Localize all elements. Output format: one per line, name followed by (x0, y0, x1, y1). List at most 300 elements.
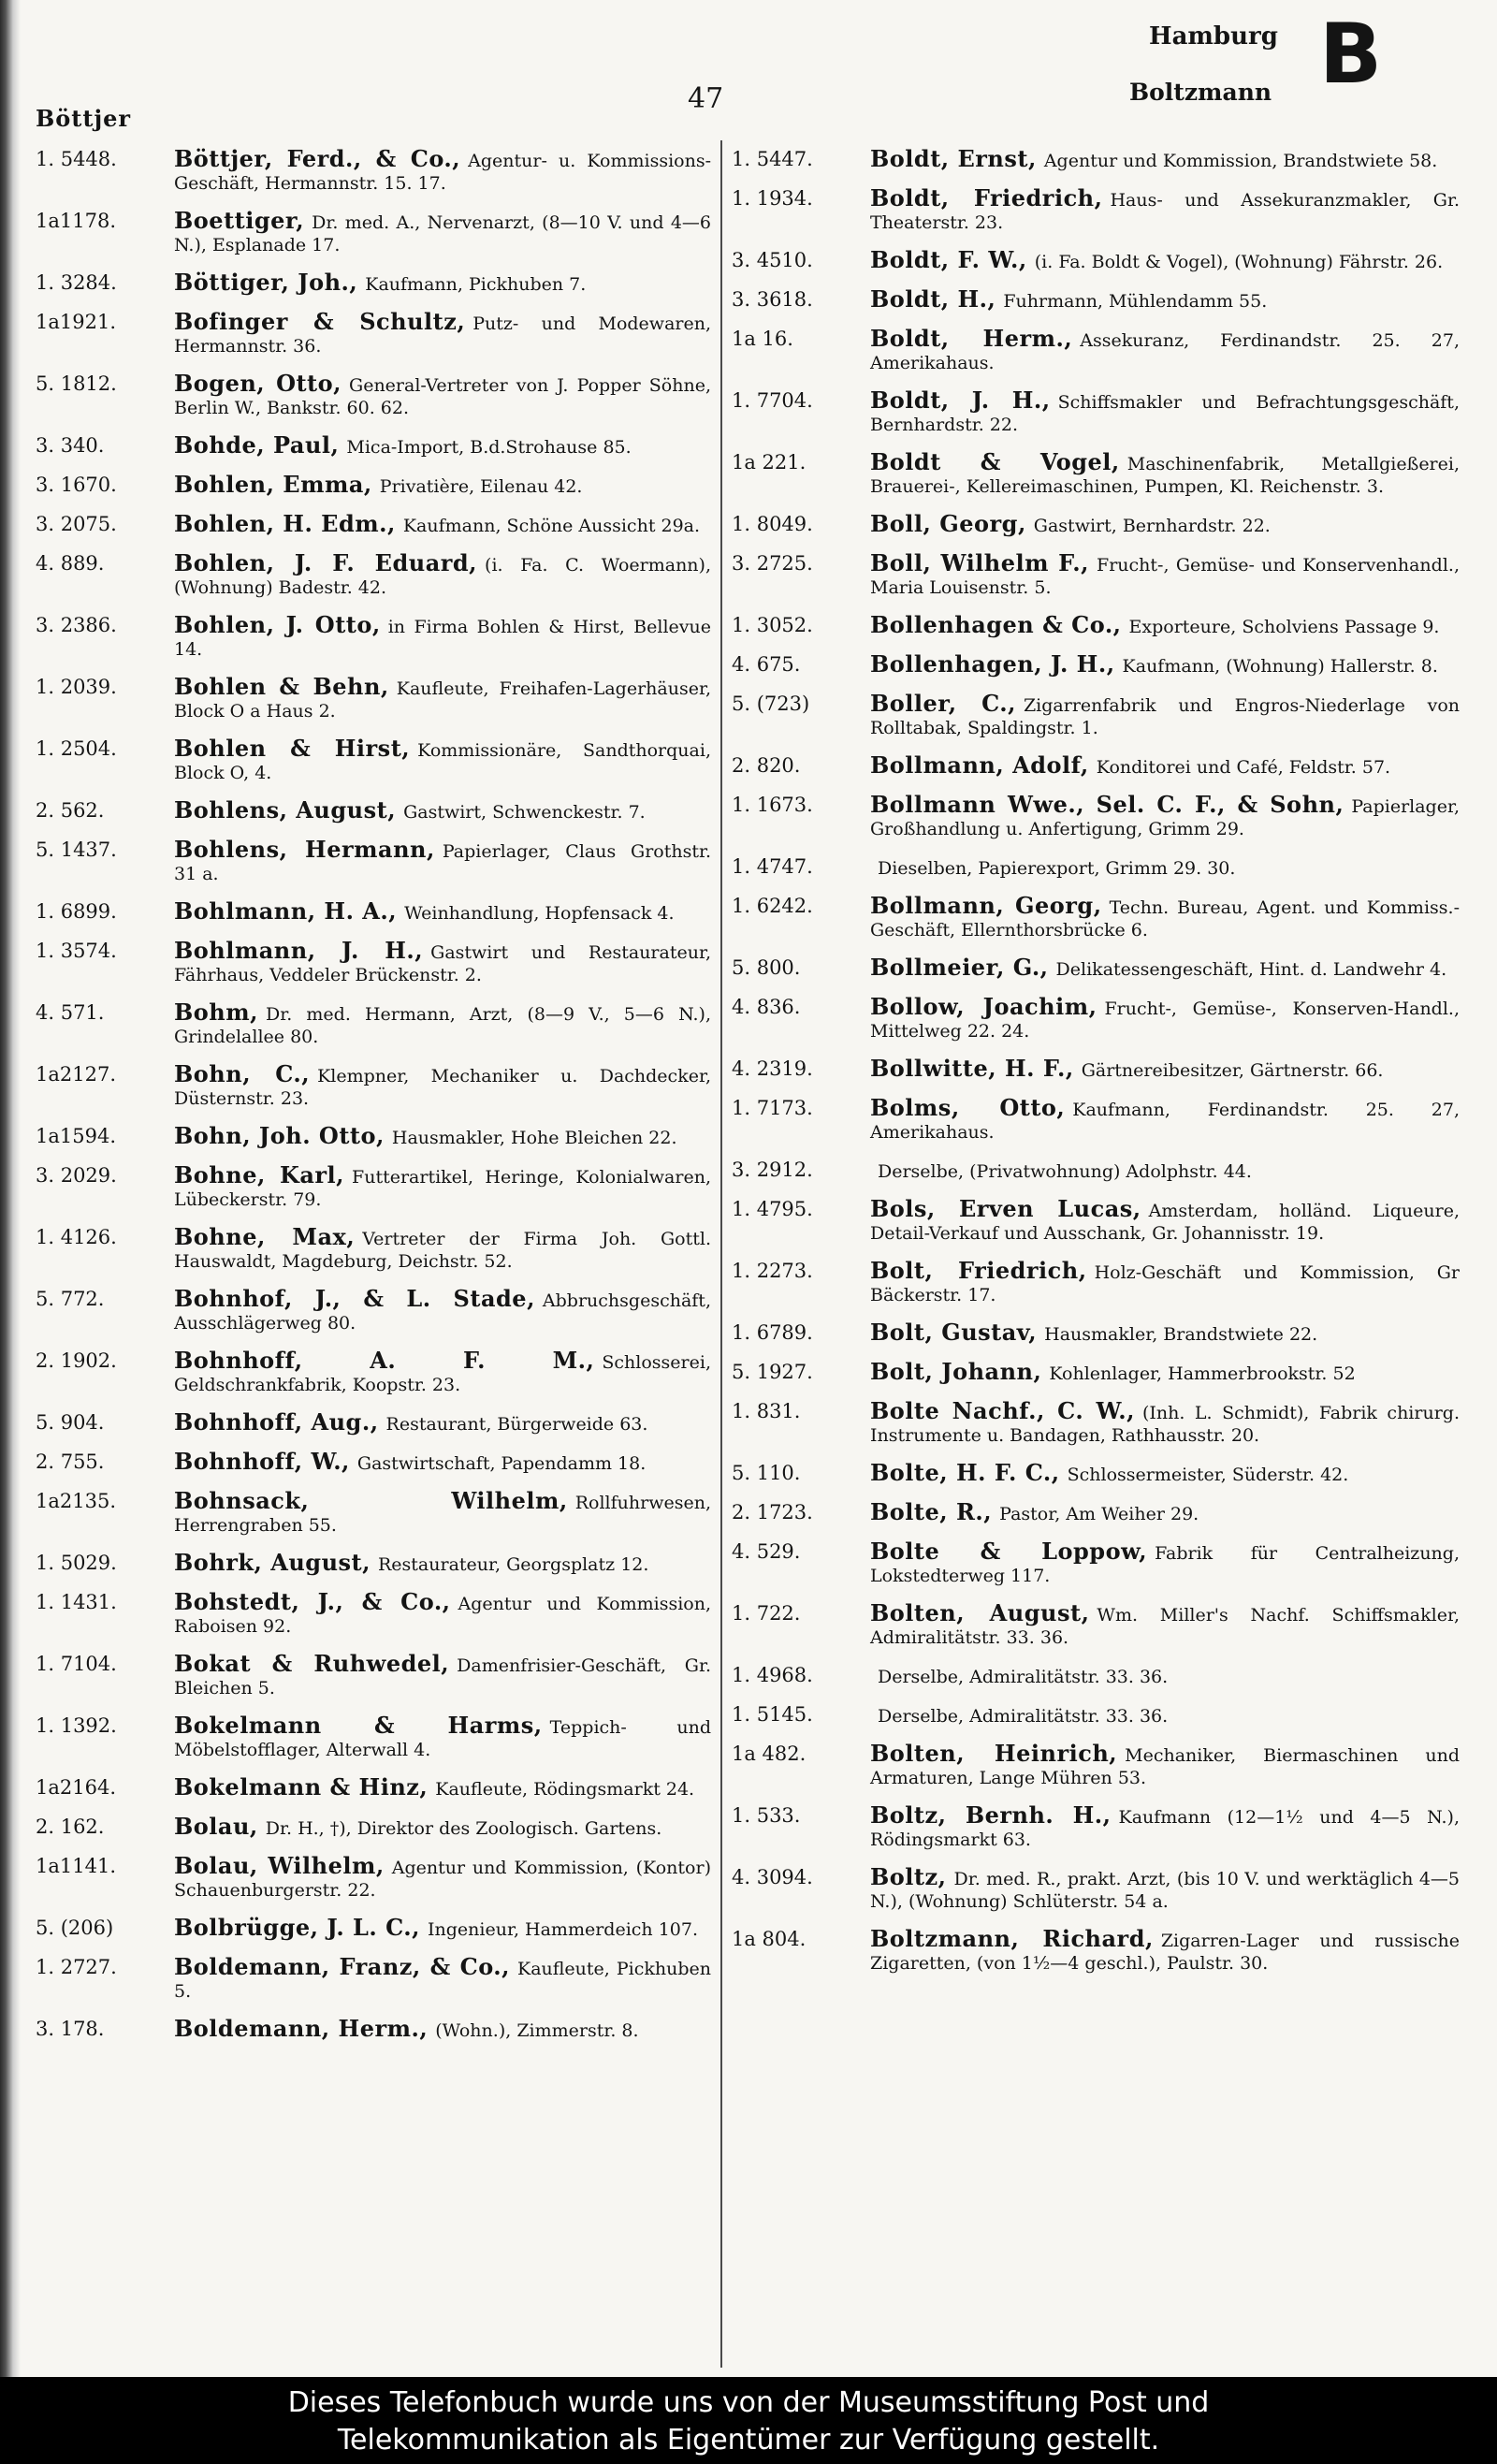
phone-number: 1. 4126. (36, 1226, 117, 1248)
subscriber-name: Bolte, R., (870, 1498, 993, 1525)
directory-entry (732, 448, 1460, 498)
subscriber-details: (i. Fa. C. Woermann), (Wohnung) Badestr. 42. (174, 555, 711, 598)
subscriber-name: Bohnhof, J., & L. Stade, (174, 1285, 535, 1312)
subscriber-details: Agentur- u. Kommissions-Geschäft, Hermannstr. 15. 17. (174, 151, 711, 194)
phone-number: 1a 482. (732, 1742, 807, 1765)
entry-text (870, 690, 1461, 739)
directory-entry (36, 1549, 711, 1576)
entry-text (870, 993, 1460, 1042)
phone-number: 1. 4747. (732, 855, 813, 878)
phone-number: 1a 16. (732, 328, 793, 350)
entry-text (174, 1487, 711, 1537)
entry-text (870, 892, 1460, 941)
phone-number: 1. 7104. (36, 1653, 117, 1675)
directory-entry (36, 611, 711, 661)
subscriber-details: Papierlager, Claus Grothstr. 31 a. (174, 841, 712, 884)
subscriber-name: Bohnsack, Wilhelm, (174, 1487, 568, 1514)
directory-entry (36, 1060, 711, 1110)
entry-text (870, 1742, 1460, 1789)
directory-entry (732, 690, 1461, 739)
directory-entry (732, 1540, 1460, 1587)
subscriber-details: General-Vertreter von J. Popper Söhne, Berlin W., Bankstr. 60. 62. (174, 375, 711, 418)
directory-entry (732, 246, 1460, 273)
phone-number: 1a1178. (36, 210, 116, 232)
entry-text (174, 1815, 711, 1840)
phone-number: 1. 2727. (36, 1956, 117, 1978)
section-letter: B (1319, 6, 1383, 102)
subscriber-details: Putz- und Modewaren, Hermannstr. 36. (174, 313, 711, 357)
subscriber-name: Boll, Wilhelm F., (870, 549, 1090, 576)
phone-number: 5. 1437. (36, 838, 117, 861)
phone-number: 1a2164. (36, 1776, 116, 1799)
subscriber-name: Bolt, Johann, (870, 1358, 1042, 1385)
subscriber-name: Bolten, August, (870, 1599, 1090, 1626)
entry-text (174, 1223, 711, 1273)
right-column (732, 145, 1461, 1990)
entry-text (174, 673, 711, 722)
directory-entry (732, 1459, 1460, 1486)
phone-number: 1. 7173. (732, 1097, 813, 1119)
directory-entry (732, 892, 1460, 941)
subscriber-details: Kommissionäre, Sandthorquai, Block O, 4. (174, 740, 711, 783)
subscriber-name: Boldemann, Herm., (174, 2015, 429, 2042)
subscriber-details: Privatière, Eilenau 42. (379, 476, 583, 497)
subscriber-details: Hausmakler, Brandstwiete 22. (1044, 1324, 1318, 1345)
directory-entry (36, 1953, 711, 2003)
subscriber-details: Restaurateur, Georgsplatz 12. (377, 1554, 649, 1575)
subscriber-name: Bohnhoff, W., (174, 1448, 350, 1475)
directory-entry (36, 1588, 711, 1638)
subscriber-details: Hausmakler, Hohe Bleichen 22. (391, 1128, 677, 1148)
directory-entry (732, 1703, 1460, 1728)
subscriber-name: Bokat & Ruhwedel, (174, 1650, 450, 1677)
subscriber-details: Kaufleute, Freihafen-Lagerhäuser, Block O a Haus 2. (174, 678, 711, 722)
phone-number: 1. 8049. (732, 513, 813, 535)
directory-entry (36, 1122, 711, 1149)
directory-entry (36, 510, 711, 537)
entry-text (174, 737, 711, 784)
entry-text (870, 1498, 1460, 1525)
subscriber-name: Bolau, Wilhelm, (174, 1852, 385, 1879)
subscriber-details: Abbruchsgeschäft, Ausschlägerweg 80. (174, 1290, 711, 1334)
subscriber-name: Bohne, Karl, (174, 1161, 345, 1188)
phone-number: 3. 2029. (36, 1164, 117, 1187)
subscriber-details: Frucht-, Gemüse- und Konservenhandl., Maria Louisenstr. 5. (870, 555, 1460, 598)
subscriber-name: Bollmann, Adolf, (870, 751, 1089, 779)
entry-text (174, 431, 711, 459)
subscriber-details: Derselbe, (Privatwohnung) Adolphstr. 44. (878, 1161, 1252, 1182)
subscriber-details: Mechaniker, Biermaschinen und Armaturen, Lange Mühren 53. (870, 1745, 1460, 1788)
phone-number: 5. (206) (36, 1917, 114, 1939)
phone-number: 5. 1812. (36, 372, 117, 395)
subscriber-name: Bollenhagen, J. H., (870, 650, 1115, 678)
entry-text (174, 1852, 711, 1902)
directory-entry (36, 1714, 711, 1761)
phone-number: 1a 804. (732, 1928, 807, 1950)
left-column (36, 145, 712, 2057)
subscriber-name: Bohlen & Hirst, (174, 735, 411, 762)
subscriber-details: Restaurant, Bürgerweide 63. (385, 1414, 648, 1435)
directory-entry (36, 838, 711, 885)
phone-number: 1. 2504. (36, 737, 117, 760)
subscriber-details: (Wohn.), Zimmerstr. 8. (435, 2020, 639, 2041)
subscriber-details: Damenfrisier-Geschäft, Gr. Bleichen 5. (174, 1655, 711, 1699)
subscriber-details: Derselbe, Admiralitätstr. 33. 36. (878, 1706, 1169, 1727)
entry-text (174, 1448, 711, 1475)
entry-text (174, 372, 711, 419)
subscriber-name: Bohnhoff, Aug., (174, 1408, 379, 1436)
subscriber-details: Derselbe, Admiralitätstr. 33. 36. (878, 1667, 1169, 1687)
entry-text (174, 145, 711, 195)
subscriber-name: Böttjer, Ferd., & Co., (174, 145, 461, 172)
entry-text (870, 448, 1460, 498)
subscriber-name: Bohrk, August, (174, 1549, 371, 1576)
subscriber-name: Bohne, Max, (174, 1223, 356, 1250)
subscriber-details: Kaufleute, Pickhuben 5. (174, 1959, 711, 2002)
subscriber-details: (Inh. L. Schmidt), Fabrik chirurg. Instrumente u. Bandagen, Rathhausstr. 20. (870, 1403, 1460, 1446)
entry-text (870, 1540, 1460, 1587)
directory-entry (732, 751, 1460, 779)
phone-number: 4. 2319. (732, 1057, 813, 1080)
entry-text (174, 1714, 711, 1761)
subscriber-details: Ingenieur, Hammerdeich 107. (428, 1919, 698, 1940)
directory-entry (36, 145, 711, 195)
subscriber-details: Gärtnereibesitzer, Gärtnerstr. 66. (1081, 1060, 1384, 1081)
phone-number: 1. 5145. (732, 1703, 813, 1726)
phone-number: 2. 162. (36, 1815, 105, 1838)
subscriber-name: Bokelmann & Harms, (174, 1712, 543, 1739)
subscriber-name: Bogen, Otto, (174, 370, 342, 397)
subscriber-details: Amsterdam, holländ. Liqueure, Detail-Verkauf und Ausschank, Gr. Johannisstr. 19. (870, 1201, 1460, 1244)
subscriber-details: Dieselben, Papierexport, Grimm 29. 30. (878, 858, 1236, 879)
phone-number: 5. 1927. (732, 1361, 813, 1383)
subscriber-name: Bolt, Friedrich, (870, 1257, 1087, 1284)
directory-entry (36, 1815, 711, 1840)
phone-number: 1. 3052. (732, 614, 813, 636)
directory-entry (732, 1801, 1461, 1851)
subscriber-name: Bollmann, Georg, (870, 892, 1102, 919)
entry-text (870, 1397, 1460, 1447)
directory-entry (36, 737, 711, 784)
entry-text (870, 1195, 1460, 1245)
entry-text (870, 650, 1460, 678)
phone-number: 3. 2912. (732, 1159, 813, 1181)
subscriber-name: Boldt, H., (870, 285, 996, 313)
phone-number: 3. 3618. (732, 288, 813, 311)
entry-text (870, 549, 1460, 599)
phone-number: 4. 3094. (732, 1866, 813, 1888)
subscriber-details: Rollfuhrwesen, Herrengraben 55. (174, 1493, 711, 1536)
entry-text (174, 549, 711, 599)
entry-text (870, 184, 1460, 234)
subscriber-details: Wm. Miller's Nachf. Schiffsmakler, Admiralitätstr. 33. 36. (870, 1605, 1460, 1648)
entry-text (870, 791, 1460, 840)
directory-entry (36, 271, 711, 296)
subscriber-details: Pastor, Am Weiher 29. (999, 1504, 1199, 1524)
subscriber-name: Bolms, Otto, (870, 1094, 1066, 1121)
subscriber-name: Bohlen, J. F. Eduard, (174, 549, 478, 576)
directory-entry (36, 1773, 711, 1801)
directory-entry (732, 1599, 1460, 1649)
directory-entry (36, 1487, 711, 1537)
entry-text (174, 1001, 711, 1048)
subscriber-details: Agentur und Kommission, Brandstwiete 58. (1043, 151, 1438, 171)
phone-number: 1. 831. (732, 1400, 801, 1422)
directory-entry (36, 549, 711, 599)
header-left-keyword: Böttjer (36, 105, 132, 132)
directory-entry (36, 207, 711, 256)
subscriber-details: Zigarren-Lager und russische Zigaretten, (von 1½—4 geschl.), Paulstr. 30. (870, 1931, 1460, 1974)
directory-entry (732, 145, 1460, 172)
directory-entry (36, 1161, 711, 1211)
subscriber-name: Boltzmann, Richard, (870, 1925, 1154, 1952)
subscriber-name: Bolte, H. F. C., (870, 1459, 1060, 1486)
directory-entry (36, 673, 711, 722)
subscriber-details: Vertreter der Firma Joh. Gottl. Hauswaldt, Magdeburg, Deichstr. 52. (174, 1229, 711, 1272)
subscriber-details: Papierlager, Großhandlung u. Anfertigung, Grimm 29. (870, 796, 1460, 839)
column-divider (720, 140, 722, 2368)
phone-number: 1. 722. (732, 1602, 801, 1625)
subscriber-details: Delikatessengeschäft, Hint. d. Landwehr 4. (1055, 959, 1447, 980)
directory-entry (36, 471, 711, 498)
phone-number: 2. 755. (36, 1451, 105, 1473)
phone-number: 3. 178. (36, 2018, 105, 2040)
subscriber-name: Bohlens, Hermann, (174, 836, 435, 863)
directory-entry (36, 1001, 711, 1048)
phone-number: 4. 836. (732, 996, 801, 1018)
phone-number: 3. 2075. (36, 513, 117, 535)
page-number: 47 (688, 82, 724, 115)
subscriber-details: Maschinenfabrik, Metallgießerei, Brauerei-, Kellereimaschinen, Pumpen, Kl. Reichenstr. 3. (870, 454, 1460, 497)
entry-text (870, 1599, 1460, 1649)
entry-text (174, 1285, 711, 1334)
phone-number: 1. 5448. (36, 148, 117, 170)
subscriber-name: Boldt, Ernst, (870, 145, 1037, 172)
directory-entry (732, 1094, 1461, 1144)
subscriber-name: Bohlen, Emma, (174, 471, 372, 498)
directory-entry (732, 1195, 1460, 1245)
subscriber-name: Boller, C., (870, 690, 1016, 717)
directory-entry (36, 1223, 711, 1273)
subscriber-name: Bolau, (174, 1813, 258, 1840)
phone-number: 1. 1934. (732, 187, 813, 210)
phone-number: 1. 1392. (36, 1714, 117, 1737)
subscriber-details: Schlossermeister, Süderstr. 42. (1067, 1465, 1349, 1485)
subscriber-name: Boldt, Herm., (870, 325, 1073, 352)
directory-entry (36, 796, 711, 824)
directory-entry (732, 1159, 1460, 1183)
directory-entry (36, 308, 711, 357)
phone-number: 1. 6789. (732, 1321, 813, 1344)
subscriber-details: Gastwirtschaft, Papendamm 18. (356, 1453, 647, 1474)
directory-entry (732, 1358, 1460, 1385)
subscriber-name: Bohlmann, H. A., (174, 897, 398, 925)
phone-number: 4. 571. (36, 1001, 105, 1024)
footer-banner (0, 2377, 1497, 2464)
subscriber-name: Bohde, Paul, (174, 431, 340, 459)
subscriber-details: Kaufmann, (Wohnung) Hallerstr. 8. (1122, 656, 1438, 677)
entry-text (870, 1358, 1460, 1385)
subscriber-name: Bolbrügge, J. L. C., (174, 1914, 421, 1941)
page-gutter-shadow (0, 0, 21, 2377)
phone-number: 5. 904. (36, 1411, 105, 1434)
directory-entry (732, 1397, 1460, 1447)
subscriber-name: Bollmeier, G., (870, 954, 1049, 981)
subscriber-name: Bollmann Wwe., Sel. C. F., & Sohn, (870, 791, 1344, 818)
subscriber-details: (i. Fa. Boldt & Vogel), (Wohnung) Fährstr. 26. (1034, 252, 1444, 272)
subscriber-name: Bohn, C., (174, 1060, 311, 1087)
subscriber-name: Boldt, F. W., (870, 246, 1027, 273)
subscriber-name: Bohlens, August, (174, 796, 397, 824)
directory-entry (36, 1448, 711, 1475)
entry-text (870, 1925, 1460, 1975)
subscriber-name: Bolte & Loppow, (870, 1538, 1148, 1565)
entry-text (174, 1408, 711, 1436)
phone-number: 1. 7704. (732, 389, 813, 412)
directory-entry (732, 993, 1460, 1042)
subscriber-details: Weinhandlung, Hopfensack 4. (404, 903, 675, 924)
directory-entry (732, 325, 1460, 374)
phone-number: 2. 1902. (36, 1349, 117, 1372)
entry-text (870, 145, 1460, 172)
entry-text (174, 1650, 711, 1699)
phone-number: 1a1594. (36, 1125, 116, 1147)
subscriber-name: Bollow, Joachim, (870, 993, 1097, 1020)
directory-entry (732, 510, 1460, 537)
subscriber-details: Assekuranz, Ferdinandstr. 25. 27, Amerikahaus. (870, 330, 1460, 373)
subscriber-name: Bols, Erven Lucas, (870, 1195, 1141, 1222)
phone-number: 2. 1723. (732, 1501, 813, 1524)
entry-text (870, 1257, 1460, 1306)
phone-number: 2. 562. (36, 799, 105, 822)
subscriber-details: Gastwirt, Schwenckestr. 7. (403, 802, 646, 823)
phone-number: 2. 820. (732, 754, 801, 777)
phone-number: 1a1141. (36, 1855, 116, 1877)
subscriber-details: Kaufmann, Schöne Aussicht 29a. (402, 516, 701, 536)
subscriber-name: Boltz, (870, 1863, 947, 1890)
entry-text (870, 1057, 1460, 1082)
subscriber-name: Bohlen, J. Otto, (174, 611, 381, 638)
phone-number: 4. 889. (36, 552, 105, 575)
phone-number: 1. 6899. (36, 900, 117, 923)
directory-entry (732, 956, 1460, 981)
subscriber-name: Bohlmann, J. H., (174, 937, 424, 964)
phone-number: 3. 2725. (732, 552, 813, 575)
phone-number: 1a1921. (36, 311, 116, 333)
entry-text (174, 1161, 711, 1211)
subscriber-name: Bolten, Heinrich, (870, 1740, 1118, 1767)
subscriber-details: Kohlenlager, Hammerbrookstr. 52 (1049, 1363, 1356, 1384)
entry-text (870, 386, 1460, 436)
subscriber-details: Fabrik für Centralheizung, Lokstedterweg 117. (870, 1543, 1460, 1586)
phone-number: 1. 1431. (36, 1591, 117, 1613)
directory-entry (732, 1257, 1460, 1306)
phone-number: 1. 4968. (732, 1664, 813, 1686)
subscriber-name: Boldt, J. H., (870, 386, 1051, 414)
subscriber-details: Fuhrmann, Mühlendamm 55. (1003, 291, 1268, 312)
subscriber-details: Kaufmann (12—1½ und 4—5 N.), Rödingsmarkt 63. (870, 1807, 1461, 1850)
directory-entry (36, 1914, 711, 1941)
entry-text (870, 325, 1460, 374)
footer-line-1: Dieses Telefonbuch wurde uns von der Museumsstiftung Post und (287, 2386, 1210, 2419)
subscriber-name: Bofinger & Schultz, (174, 308, 466, 335)
directory-entry (36, 431, 711, 459)
header-right-keyword: Boltzmann (1129, 79, 1272, 106)
subscriber-details: Kaufmann, Ferdinandstr. 25. 27, Amerikahaus. (870, 1100, 1461, 1143)
subscriber-name: Boll, Georg, (870, 510, 1026, 537)
subscriber-details: Futterartikel, Heringe, Kolonialwaren, Lübeckerstr. 79. (174, 1167, 711, 1210)
subscriber-details: Schlosserei, Geldschrankfabrik, Koopstr. 23. (174, 1352, 711, 1395)
phone-number: 4. 529. (732, 1540, 801, 1563)
entry-text (174, 1773, 711, 1801)
entry-text (870, 285, 1460, 313)
subscriber-details: Gastwirt, Bernhardstr. 22. (1033, 516, 1271, 536)
subscriber-details: Klempner, Mechaniker u. Dachdecker, Düsternstr. 23. (174, 1066, 711, 1109)
entry-text (870, 1459, 1460, 1486)
subscriber-details: Mica-Import, B.d.Strohause 85. (346, 437, 632, 458)
entry-text (870, 855, 1460, 880)
entry-text (174, 271, 711, 296)
phone-number: 3. 1670. (36, 474, 117, 496)
directory-entry (732, 1057, 1460, 1082)
directory-entry (36, 937, 711, 986)
phone-number: 1. 1673. (732, 794, 813, 816)
entry-text (870, 1863, 1460, 1913)
subscriber-details: Agentur und Kommission, (Kontor) Schauenburgerstr. 22. (174, 1858, 711, 1901)
subscriber-name: Bolt, Gustav, (870, 1319, 1038, 1346)
subscriber-details: Kaufleute, Rödingsmarkt 24. (435, 1779, 695, 1800)
subscriber-name: Bohnhoff, A. F. M., (174, 1347, 595, 1374)
entry-text (174, 1914, 711, 1941)
entry-text (174, 308, 711, 357)
entry-text (870, 1321, 1460, 1346)
phone-number: 1. 3574. (36, 940, 117, 962)
entry-text (870, 956, 1460, 981)
subscriber-name: Bollenhagen & Co., (870, 611, 1122, 638)
subscriber-details: Gastwirt und Restaurateur, Fährhaus, Veddeler Brückenstr. 2. (174, 942, 711, 985)
entry-text (174, 897, 711, 925)
entry-text (174, 838, 711, 885)
phone-number: 1a2135. (36, 1490, 116, 1512)
entry-text (870, 1664, 1460, 1688)
directory-entry (732, 855, 1460, 880)
directory-entry (732, 1664, 1460, 1688)
subscriber-details: Zigarrenfabrik und Engros-Niederlage von Rolltabak, Spaldingstr. 1. (870, 695, 1461, 738)
subscriber-details: Haus- und Assekuranzmakler, Gr. Theaterstr. 23. (870, 190, 1460, 233)
directory-entry (36, 1285, 711, 1334)
directory-entry (732, 1498, 1460, 1525)
subscriber-details: Frucht-, Gemüse-, Konserven-Handl., Mittelweg 22. 24. (870, 999, 1460, 1042)
subscriber-details: Dr. H., †), Direktor des Zoologisch. Gartens. (265, 1818, 662, 1839)
entry-text (870, 1094, 1461, 1144)
phone-number: 1a 221. (732, 451, 807, 474)
phone-number: 1. 4795. (732, 1198, 813, 1220)
phone-number: 1. 2273. (732, 1260, 813, 1282)
directory-entry (732, 1863, 1460, 1913)
entry-text (174, 207, 711, 256)
subscriber-name: Bollwitte, H. F., (870, 1055, 1074, 1082)
subscriber-details: Techn. Bureau, Agent. und Kommiss.-Geschäft, Ellernthorsbrücke 6. (870, 897, 1460, 940)
subscriber-details: Teppich- und Möbelstofflager, Alterwall 4. (174, 1717, 711, 1760)
subscriber-name: Bohn, Joh. Otto, (174, 1122, 385, 1149)
entry-text (174, 1588, 711, 1638)
phone-number: 1. 5029. (36, 1552, 117, 1574)
subscriber-name: Bohm, (174, 999, 258, 1026)
directory-entry (732, 549, 1460, 599)
entry-text (174, 796, 711, 824)
phone-number: 1a2127. (36, 1063, 116, 1086)
entry-text (174, 2015, 711, 2042)
